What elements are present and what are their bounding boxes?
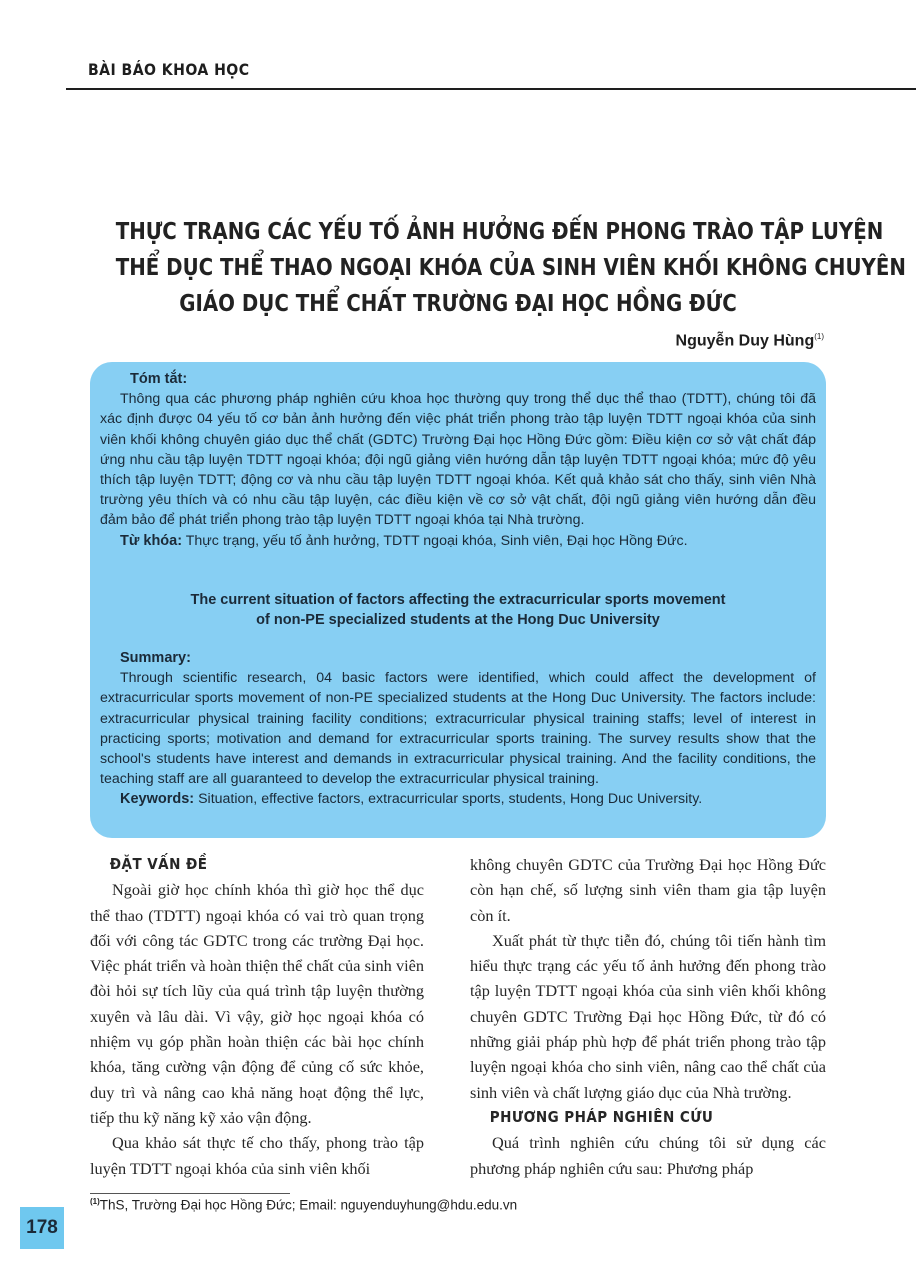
abstract-vietnamese bbox=[100, 369, 816, 551]
paragraph: Qua khảo sát thực tế cho thấy, phong trào tập luyện TDTT ngoại khóa của sinh viên khối bbox=[90, 1133, 424, 1178]
abstract-label: Tóm tắt: bbox=[130, 371, 188, 387]
paragraph: Xuất phát từ thực tiễn đó, chúng tôi tiến hành tìm hiểu thực trạng các yếu tố ảnh hưởng đến phong trào tập luyện TDTT ngoại khóa của sinh viên khối không chuyên GDTC Trường Đại học Hồng Đức, từ đó có những giải pháp phù hợp để phát triển phong trào tập luyện ngoại khóa cho sinh viên, nâng cao thể chất của sinh viên và chất lượng giáo dục của Nhà trường. bbox=[470, 930, 826, 1102]
page-number-badge: 178 bbox=[20, 1207, 64, 1249]
keywords-label: Từ khóa: bbox=[120, 532, 183, 549]
footnote bbox=[90, 1197, 517, 1213]
keywords-en-label: Keywords: bbox=[120, 791, 195, 808]
english-title-line: The current situation of factors affecting the extracurricular sports movement bbox=[190, 592, 726, 608]
article-title bbox=[115, 214, 906, 322]
abstract-text: Thông qua các phương pháp nghiên cứu khoa học thường quy trong thể dục thể thao (TDTT), chúng tôi đã xác định được 04 yếu tố cơ bản ảnh hưởng đến việc phát triển phong trào tập luyện TDTT ngoại khóa của sinh viên khối không chuyên giáo dục thể chất (GDTC) Trường Đại học Hồng Đức gồm: Điều kiện cơ sở vật chất đáp ứng nhu cầu tập luyện TDTT ngoại khóa; đội ngũ giảng viên hướng dẫn tập luyện TDTT ngoại khóa; mức độ yêu thích tập luyện TDTT; động cơ và nhu cầu tập luyện TDTT ngoại khóa. Kết quả khảo sát cho thấy, sinh viên Nhà trường yêu thích và có nhu cầu tập luyện, các điều kiện về cơ sở vật chất, đội ngũ giảng viên hướng dẫn đều đảm bảo để phát triển phong trào tập luyện TDTT ngoại khóa tại Nhà trường. bbox=[100, 391, 816, 529]
english-title-line: of non-PE specialized students at the Hong Duc University bbox=[256, 612, 660, 628]
section-heading-methods: PHƯƠNG PHÁP NGHIÊN CỨU bbox=[489, 1107, 714, 1126]
summary-text: Through scientific research, 04 basic factors were identified, which could affect the development of extracurricular sports movement of non-PE specialized students at the Hong Duc University. The factors include: extracurricular physical training facility conditions; extracurricular physical training staffs; level of interest in practicing sports; motivation and demand for extracurricular sports training. The survey results show that the school's students have interest and demands in extracurricular physical training. And the facility conditions, the teaching staff are all guaranteed to develop the extracurricular physical training. bbox=[100, 670, 816, 788]
english-title bbox=[100, 590, 816, 630]
keywords-vi bbox=[100, 531, 816, 551]
author-byline bbox=[676, 332, 824, 350]
body-column-left bbox=[90, 852, 424, 1181]
paragraph: Quá trình nghiên cứu chúng tôi sử dụng các phương pháp nghiên cứu sau: Phương pháp bbox=[470, 1133, 826, 1178]
title-line: THỂ DỤC THỂ THAO NGOẠI KHÓA CỦA SINH VIÊN KHỐI KHÔNG CHUYÊN bbox=[115, 255, 906, 281]
title-line: GIÁO DỤC THỂ CHẤT TRƯỜNG ĐẠI HỌC HỒNG ĐỨC bbox=[179, 291, 737, 317]
section-heading-introduction: ĐẶT VẤN ĐỀ bbox=[109, 855, 208, 873]
body-column-right bbox=[470, 852, 826, 1181]
header-rule bbox=[66, 88, 916, 90]
summary-english bbox=[100, 648, 816, 810]
author-affiliation-mark: (1) bbox=[814, 332, 824, 341]
paragraph: Ngoài giờ học chính khóa thì giờ học thể dục thể thao (TDTT) ngoại khóa có vai trò quan trọng đối với công tác GDTC trong các trường Đại học. Việc phát triển và hoàn thiện thể chất của sinh viên đòi hỏi sự tích lũy của quá trình tập luyện thường xuyên và lâu dài. Vì vậy, giờ học ngoại khóa có nhiệm vụ góp phần hoàn thiện các bài học chính khóa, tăng cường vận động để củng cố sức khỏe, duy trì và nâng cao khả năng hoạt động thể lực, tiếp thu kỹ năng kỹ xảo vận động. bbox=[90, 880, 424, 1127]
journal-section-header: BÀI BÁO KHOA HỌC bbox=[88, 60, 250, 79]
footnote-mark: (1) bbox=[90, 1197, 100, 1206]
footnote-text: ThS, Trường Đại học Hồng Đức; Email: nguyenduyhung@hdu.edu.vn bbox=[99, 1197, 518, 1213]
summary-label: Summary: bbox=[120, 650, 191, 666]
title-line: THỰC TRẠNG CÁC YẾU TỐ ẢNH HƯỞNG ĐẾN PHONG TRÀO TẬP LUYỆN bbox=[115, 219, 884, 245]
keywords-en bbox=[100, 789, 816, 809]
keywords-text: Thực trạng, yếu tố ảnh hưởng, TDTT ngoại khóa, Sinh viên, Đại học Hồng Đức. bbox=[185, 532, 688, 549]
paragraph-continuation: không chuyên GDTC của Trường Đại học Hồng Đức còn hạn chế, số lượng sinh viên tham gia tập luyện còn ít. bbox=[470, 855, 826, 925]
keywords-en-text: Situation, effective factors, extracurricular sports, students, Hong Duc University. bbox=[198, 791, 703, 808]
footnote-rule bbox=[90, 1193, 290, 1194]
author-name: Nguyễn Duy Hùng bbox=[675, 332, 815, 350]
